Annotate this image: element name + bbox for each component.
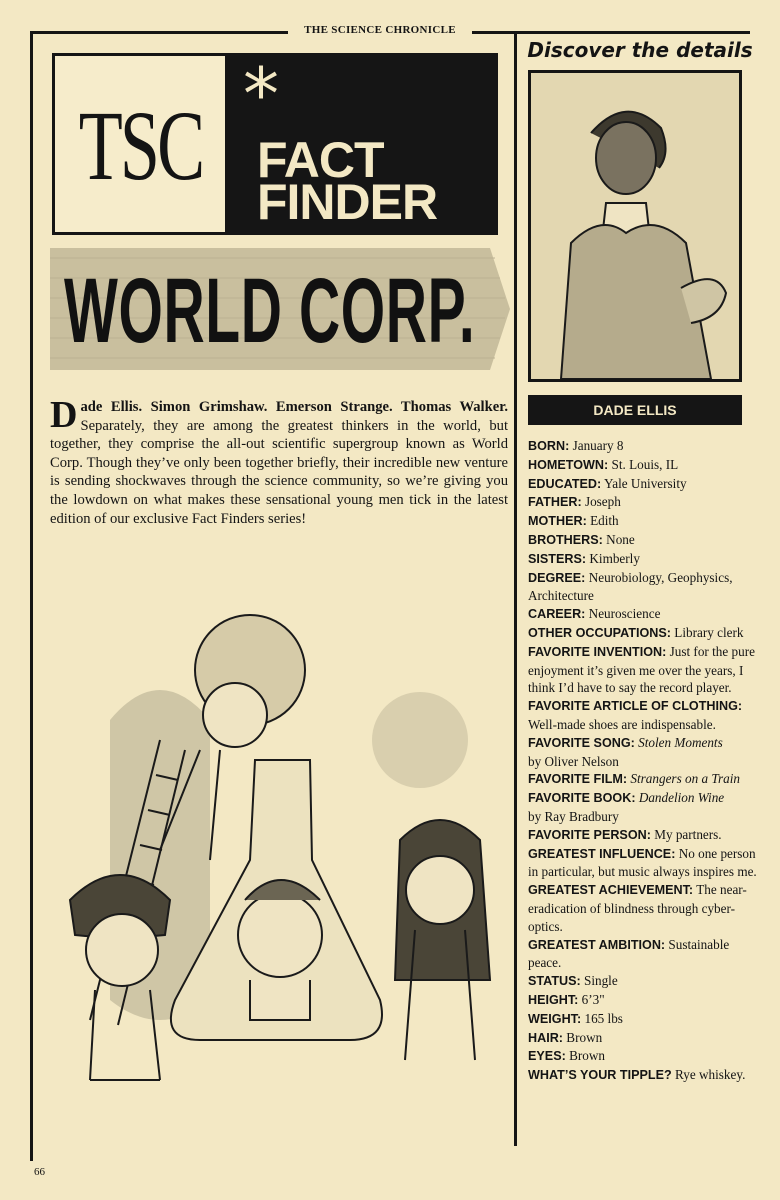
fact-finder-box xyxy=(228,53,498,235)
fact-value: 6’3" xyxy=(581,991,605,1007)
column-divider xyxy=(514,31,517,1146)
fact-label: EYES: xyxy=(528,1049,566,1064)
intro-lead: ade Ellis. Simon Grimshaw. Emerson Strange. Thomas Walker. xyxy=(80,399,508,415)
finder-label: FINDER xyxy=(257,174,438,230)
fact-value: My partners. xyxy=(654,826,722,842)
fact-label: FAVORITE PERSON: xyxy=(528,827,651,842)
fact-value: Yale University xyxy=(604,475,687,491)
asterisk-icon: * xyxy=(243,52,279,136)
fact-item xyxy=(528,475,760,494)
fact-label: FAVORITE FILM: xyxy=(528,772,628,787)
fact-value: Edith xyxy=(590,513,619,529)
fact-label: HOMETOWN: xyxy=(528,457,609,472)
fact-item xyxy=(528,456,760,475)
fact-item xyxy=(528,826,760,845)
fact-item xyxy=(528,531,760,550)
fact-value: Sustainable peace. xyxy=(528,936,730,971)
fact-item xyxy=(528,1029,760,1048)
fact-item xyxy=(528,569,760,606)
fact-label: SISTERS: xyxy=(528,551,587,566)
fact-value: Library clerk xyxy=(674,624,744,640)
fact-value: None xyxy=(606,531,635,547)
fact-item xyxy=(528,936,760,973)
fact-label: STATUS: xyxy=(528,974,581,989)
fact-label: OTHER OCCUPATIONS: xyxy=(528,625,671,640)
fact-label: WHAT’S YOUR TIPPLE? xyxy=(528,1068,672,1083)
fact-value: Neuroscience xyxy=(588,606,661,622)
fact-item xyxy=(528,734,760,771)
fact-value: Dandelion Wine xyxy=(638,790,725,806)
fact-label: FAVORITE INVENTION: xyxy=(528,644,667,659)
fact-value: 165 lbs xyxy=(584,1010,623,1026)
sidebar-title: Discover the details xyxy=(527,38,753,62)
fact-label: BROTHERS: xyxy=(528,532,603,547)
world-corp-illustration xyxy=(50,600,500,1130)
fact-item xyxy=(528,881,760,935)
page-number: 66 xyxy=(34,1166,45,1178)
fact-value: Strangers on a Train xyxy=(630,771,740,787)
fact-item xyxy=(528,697,760,734)
fact-item xyxy=(528,624,760,643)
fact-label: GREATEST ACHIEVEMENT: xyxy=(528,883,694,898)
fact-value: Brown xyxy=(566,1029,603,1045)
fact-item xyxy=(528,1066,760,1085)
fact-value: Neurobiology, Geophysics, Architecture xyxy=(528,569,733,604)
tsc-logo: TSC xyxy=(78,90,203,201)
fact-item xyxy=(528,845,760,882)
fact-value: Joseph xyxy=(584,494,621,510)
fact-value: Well-made shoes are indispensable. xyxy=(528,716,716,732)
dade-ellis-portrait xyxy=(528,70,742,382)
fact-item xyxy=(528,991,760,1010)
fact-label: MOTHER: xyxy=(528,514,587,529)
drop-cap: D xyxy=(50,394,78,436)
fact-label: CAREER: xyxy=(528,607,586,622)
fact-item xyxy=(528,1010,760,1029)
fact-value-credit: by Ray Bradbury xyxy=(528,808,619,824)
fact-value: Rye whiskey. xyxy=(674,1067,746,1083)
fact-label: GREATEST INFLUENCE: xyxy=(528,846,676,861)
fact-item xyxy=(528,770,760,789)
headline: WORLD CORP. xyxy=(64,260,476,362)
fact-value: St. Louis, IL xyxy=(611,456,679,472)
left-rule xyxy=(30,31,33,1161)
fact-label: FACT xyxy=(257,132,384,188)
fact-label: FAVORITE ARTICLE OF CLOTHING: xyxy=(528,699,743,714)
fact-value: Kimberly xyxy=(589,550,640,566)
fact-item xyxy=(528,437,760,456)
fact-item xyxy=(528,605,760,624)
fact-value: Stolen Moments xyxy=(638,734,723,750)
fact-label: BORN: xyxy=(528,439,570,453)
fact-item xyxy=(528,972,760,991)
profile-name-bar: DADE ELLIS xyxy=(528,395,742,425)
fact-label: GREATEST AMBITION: xyxy=(528,937,666,952)
intro-paragraph xyxy=(50,394,508,528)
fact-list xyxy=(528,437,760,1085)
fact-label: EDUCATED: xyxy=(528,476,602,491)
fact-label: FATHER: xyxy=(528,495,582,510)
fact-value-credit: by Oliver Nelson xyxy=(528,753,619,769)
masthead: THE SCIENCE CHRONICLE xyxy=(304,24,456,36)
fact-label: WEIGHT: xyxy=(528,1011,582,1026)
fact-value: Brown xyxy=(569,1048,605,1064)
fact-label: DEGREE: xyxy=(528,570,586,585)
tsc-logo-box xyxy=(52,53,228,235)
intro-body: Separately, they are among the greatest thinkers in the world, but together, they comprise the all-out scientific supergroup known as World Corp. Though they’ve only been together briefly, their incredible new venture is sending shockwaves through the science community, so we’re giving you the lowdown on what makes these sensational young men tick in the latest edition of our exclusive Fact Finders series! xyxy=(50,417,508,527)
top-rule-left xyxy=(30,31,288,34)
fact-value: No one person in particular, but music always inspires me. xyxy=(528,845,757,880)
fact-item xyxy=(528,550,760,569)
fact-item xyxy=(528,493,760,512)
fact-label: FAVORITE BOOK: xyxy=(528,791,636,806)
fact-value: Single xyxy=(584,973,618,989)
fact-item xyxy=(528,512,760,531)
fact-value: January 8 xyxy=(572,438,624,453)
fact-label: FAVORITE SONG: xyxy=(528,735,635,750)
fact-label: HAIR: xyxy=(528,1030,563,1045)
fact-label: HEIGHT: xyxy=(528,992,579,1007)
fact-item xyxy=(528,789,760,826)
fact-value: The near-eradication of blindness through cyber-optics. xyxy=(528,882,747,934)
fact-item xyxy=(528,643,760,697)
fact-value: Just for the pure enjoyment it’s given me over the years, I think I’d have to say the record player. xyxy=(528,643,755,696)
fact-item xyxy=(528,1047,760,1066)
